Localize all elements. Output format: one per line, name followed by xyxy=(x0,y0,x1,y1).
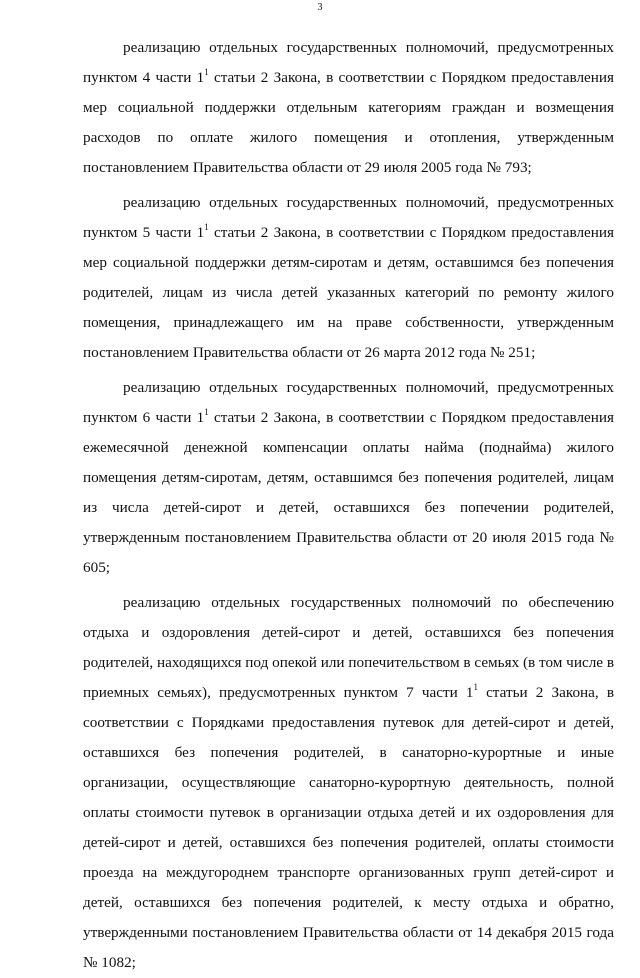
paragraph-text: статьи 2 Закона, в соответствии с Порядками предоставления путевок для детей-сирот и детей, оставшихся без попечения родителей, в санаторно-курортные и иные организации, осуществляющие санаторно-курортную деятельность, полной оплаты стоимости путевок в организации отдыха детей и их оздоровления для детей-сирот и детей, оставшихся без попечения родителей, оплаты стоимости проезда на междугороднем транспорте организованных групп детей-сирот и детей, оставшихся без попечения родителей, к месту отдыха и обратно, утвержденными постановлением Правительства области от 14 декабря 2015 года № 1082; xyxy=(83,684,614,971)
superscript: 1 xyxy=(204,407,209,417)
superscript: 1 xyxy=(473,682,478,692)
paragraph-text: статьи 2 Закона, в соответствии с Порядком предоставления ежемесячной денежной компенсации оплаты найма (поднайма) жилого помещения детям-сиротам, детям, оставшимся без попечения родителей, лицам из числа детей-сирот и детей, оставшихся без попечении родителей, утвержденным постановлением Правительства области от 20 июля 2015 года № 605; xyxy=(83,409,615,576)
document-body xyxy=(83,33,614,978)
paragraph-4 xyxy=(83,588,614,978)
paragraph-text: реализацию отдельных государственных полномочий, предусмотренных пунктом 4 части 1 xyxy=(83,39,614,86)
paragraph-1 xyxy=(83,33,614,183)
paragraph-text: статьи 2 Закона, в соответствии с Порядком предоставления мер социальной поддержки детям-сиротам и детям, оставшимся без попечения родителей, лицам из числа детей указанных категорий по ремонту жилого помещения, принадлежащего им на праве собственности, утвержденным постановлением Правительства области от 26 марта 2012 года № 251; xyxy=(83,224,615,361)
paragraph-text: реализацию отдельных государственных полномочий, предусмотренных пунктом 6 части 1 xyxy=(83,379,614,426)
paragraph-text: реализацию отдельных государственных полномочий по обеспечению отдыха и оздоровления детей-сирот и детей, оставшихся без попечения родителей, находящихся под опекой или попечительством в семьях (в том числе в приемных семьях), предусмотренных пунктом 7 части 1 xyxy=(83,594,614,701)
superscript: 1 xyxy=(204,222,209,232)
superscript: 1 xyxy=(204,67,209,77)
paragraph-3 xyxy=(83,373,614,583)
paragraph-text: статьи 2 Закона, в соответствии с Порядком предоставления мер социальной поддержки отдельным категориям граждан и возмещения расходов по оплате жилого помещения и отопления, утвержденным постановлением Правительства области от 29 июля 2005 года № 793; xyxy=(83,69,615,176)
paragraph-text: реализацию отдельных государственных полномочий, предусмотренных пунктом 5 части 1 xyxy=(83,194,614,241)
paragraph-2 xyxy=(83,188,614,368)
page-number: 3 xyxy=(317,2,323,13)
